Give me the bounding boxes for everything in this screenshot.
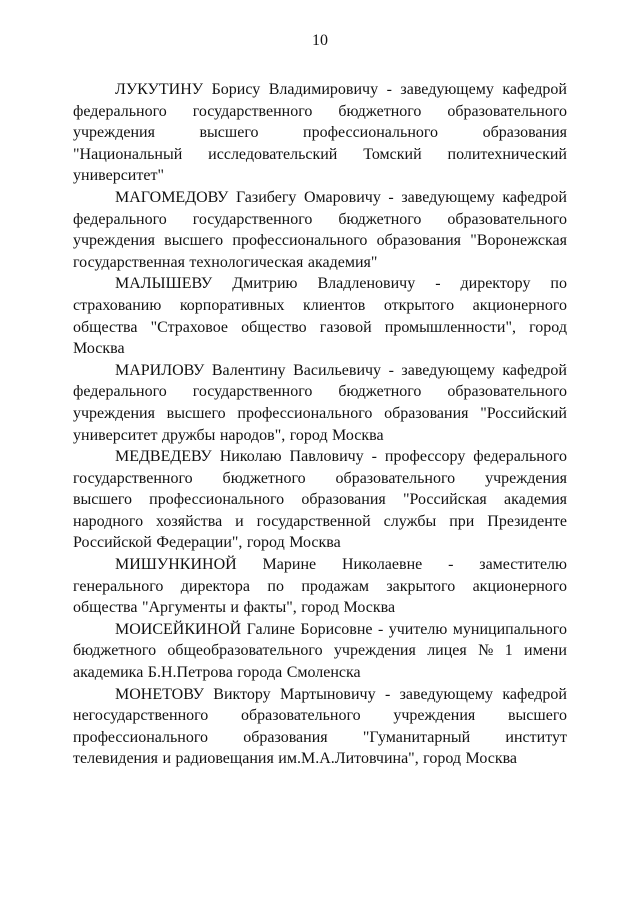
word: общества — [73, 318, 138, 336]
word: "Национальный — [73, 145, 183, 163]
text-line — [73, 511, 567, 533]
word: образовательного — [335, 469, 456, 487]
word: при — [449, 512, 475, 530]
text-line — [73, 705, 567, 727]
text-line — [73, 489, 567, 511]
word: акционерного — [472, 296, 567, 314]
word: профессионального — [303, 124, 439, 142]
word: высшего — [73, 491, 132, 509]
word: "Российский — [480, 404, 567, 422]
word: "Воронежская — [470, 232, 567, 250]
text-line — [73, 403, 567, 425]
word: бюджетного — [222, 469, 306, 487]
word: 1 — [504, 642, 513, 660]
word: продажам — [301, 577, 369, 595]
word: телевидения — [73, 750, 159, 768]
word: учреждения — [485, 469, 567, 487]
word: Павловичу — [289, 448, 364, 466]
recipient-entry — [73, 446, 567, 554]
text-line — [73, 338, 567, 360]
text-line — [73, 597, 567, 619]
word: бюджетного — [338, 102, 422, 120]
word: и — [230, 599, 239, 617]
word: Мартыновичу — [280, 685, 376, 703]
word: образовательного — [447, 383, 567, 401]
word: промышленности", — [384, 318, 517, 336]
word: директора — [180, 577, 250, 595]
text-line — [73, 165, 567, 187]
word: "Страховое — [150, 318, 229, 336]
text-line — [73, 209, 567, 231]
text-line — [73, 425, 567, 447]
word: университет — [73, 426, 158, 444]
word: Марине — [262, 556, 317, 574]
word: кафедрой — [502, 188, 567, 206]
word: хозяйства — [156, 512, 223, 530]
word: академика — [73, 664, 144, 682]
text-line — [73, 662, 567, 684]
word: город — [423, 750, 462, 768]
word: государственного — [192, 102, 313, 120]
word: федерального — [73, 383, 167, 401]
word: Федерации", — [156, 534, 243, 552]
word: Москва — [73, 340, 125, 358]
word: Москва — [332, 426, 384, 444]
word: высшего — [199, 124, 259, 142]
award-recipient-list — [73, 79, 567, 770]
word: федерального — [73, 210, 167, 228]
word: корпоративных — [179, 296, 285, 314]
word: образовательного — [447, 102, 567, 120]
word: бюджетного — [338, 210, 422, 228]
text-line — [73, 101, 567, 123]
word: Борисовне — [300, 620, 373, 638]
word: исследовательский — [208, 145, 338, 163]
word: ЛУКУТИНУ — [115, 81, 204, 98]
word: - — [386, 81, 392, 98]
word: общество — [241, 318, 307, 336]
word: профессору — [384, 448, 466, 466]
word: образования — [301, 491, 386, 509]
word: Москва — [343, 599, 396, 617]
word: страхованию — [73, 296, 162, 314]
text-line — [73, 532, 567, 554]
text-line — [115, 79, 567, 101]
text-line — [73, 640, 567, 662]
word: образовательного — [241, 707, 361, 725]
word: Николаю — [219, 448, 282, 466]
word: образования — [482, 124, 567, 142]
word: - — [448, 556, 454, 574]
word: город — [529, 318, 567, 336]
word: акционерного — [472, 577, 567, 595]
word: заведующему — [399, 685, 494, 703]
word: народного — [73, 512, 144, 530]
text-line — [115, 446, 567, 468]
text-line — [73, 230, 567, 252]
text-line — [73, 576, 567, 598]
word: федерального — [473, 448, 567, 466]
word: высшего — [164, 232, 224, 250]
word: заведующему — [401, 361, 495, 379]
word: Смоленска — [286, 664, 361, 682]
word: - — [388, 188, 394, 206]
word: политехнический — [447, 145, 567, 163]
word: города — [237, 664, 283, 682]
recipient-entry — [73, 79, 567, 187]
word: Васильевичу — [293, 361, 382, 379]
word: - — [371, 448, 377, 466]
word: - — [377, 620, 384, 638]
word: кафедрой — [502, 685, 567, 703]
text-line — [73, 727, 567, 749]
word: профессионального — [149, 491, 285, 509]
word: заместителю — [479, 556, 567, 574]
word: заведующему — [400, 81, 494, 98]
recipient-entry — [73, 273, 567, 359]
word: клиентов — [302, 296, 366, 314]
word: учреждения — [73, 124, 155, 142]
word: МАГОМЕДОВУ — [115, 188, 229, 206]
word: государственного — [73, 469, 193, 487]
text-line — [73, 381, 567, 403]
text-line — [73, 468, 567, 490]
word: город — [301, 599, 340, 617]
word: и — [162, 750, 172, 768]
word: генерального — [73, 577, 164, 595]
word: государственная — [73, 253, 185, 271]
word: Москва — [289, 534, 341, 552]
word: Б.Н.Петрова — [147, 664, 233, 682]
word: академия" — [307, 253, 378, 271]
word: учреждения — [393, 707, 476, 725]
word: город — [246, 534, 285, 552]
word: негосударственного — [73, 707, 209, 725]
word: Виктору — [213, 685, 271, 703]
word: МЕДВЕДЕВУ — [115, 448, 212, 466]
text-line — [73, 317, 567, 339]
word: институт — [505, 728, 567, 746]
word: имени — [524, 642, 567, 660]
text-line — [115, 554, 567, 576]
word: федерального — [73, 102, 167, 120]
word: МАРИЛОВУ — [115, 361, 205, 379]
word: профессионального — [73, 728, 209, 746]
word: государственной — [256, 512, 371, 530]
word: "Аргументы — [141, 599, 226, 617]
word: заведующему — [401, 188, 495, 206]
word: Томский — [363, 145, 422, 163]
word: Владимировичу — [268, 81, 379, 98]
word: учителю — [388, 620, 448, 638]
word: Российской — [73, 534, 152, 552]
recipient-entry — [73, 554, 567, 619]
word: Борису — [211, 81, 261, 98]
word: академия — [503, 491, 567, 509]
word: директору — [460, 275, 531, 293]
word: по — [550, 275, 567, 293]
word: Президенте — [487, 512, 567, 530]
word: - — [388, 361, 394, 379]
word: учреждения — [73, 232, 155, 250]
word: по — [267, 577, 284, 595]
word: МИШУНКИНОЙ — [115, 556, 237, 574]
word: Валентину — [211, 361, 286, 379]
word: кафедрой — [502, 81, 567, 98]
recipient-entry — [73, 360, 567, 446]
word: кафедрой — [502, 361, 567, 379]
word: образовательного — [447, 210, 567, 228]
word: высшего — [508, 707, 567, 725]
word: Газибегу — [235, 188, 297, 206]
text-line — [115, 684, 567, 706]
word: бюджетного — [338, 383, 422, 401]
word: "Российская — [402, 491, 487, 509]
word: муниципального — [452, 620, 567, 638]
word: общеобразовательного — [167, 642, 323, 660]
word: им.М.А.Литовчина", — [278, 750, 419, 768]
word: радиовещания — [175, 750, 274, 768]
word: профессионального — [237, 404, 373, 422]
text-line — [73, 252, 567, 274]
word: Омаровичу — [303, 188, 381, 206]
word: учреждения — [333, 642, 416, 660]
word: высшего — [166, 404, 226, 422]
word: образования — [376, 232, 462, 250]
text-line — [73, 144, 567, 166]
word: и — [235, 512, 244, 530]
text-line — [73, 748, 567, 770]
word: закрытого — [386, 577, 456, 595]
word: открытого — [383, 296, 455, 314]
word: - — [384, 685, 391, 703]
word: № — [478, 642, 494, 660]
word: образования — [243, 728, 328, 746]
word: МОИСЕЙКИНОЙ — [115, 620, 242, 638]
word: "Гуманитарный — [362, 728, 471, 746]
word: МОНЕТОВУ — [115, 685, 204, 703]
word: газовой — [319, 318, 372, 336]
word: народов", — [219, 426, 286, 444]
text-line — [73, 295, 567, 317]
word: общества — [73, 599, 138, 617]
text-line — [115, 273, 567, 295]
word: университет" — [73, 167, 164, 185]
word: бюджетного — [73, 642, 157, 660]
word: Дмитрию — [232, 275, 298, 293]
recipient-entry — [73, 619, 567, 684]
word: - — [435, 275, 441, 293]
word: технологическая — [189, 253, 304, 271]
word: МАЛЫШЕВУ — [115, 275, 213, 293]
text-line — [115, 360, 567, 382]
word: лицея — [427, 642, 467, 660]
word: службы — [383, 512, 437, 530]
word: государственного — [192, 383, 313, 401]
word: дружбы — [161, 426, 216, 444]
text-line — [115, 619, 567, 641]
word: город — [289, 426, 328, 444]
text-line — [73, 122, 567, 144]
word: государственного — [192, 210, 313, 228]
page-number: 10 — [312, 32, 328, 49]
word: Москва — [465, 750, 518, 768]
word: образования — [384, 404, 469, 422]
word: учреждения — [73, 404, 155, 422]
recipient-entry — [73, 187, 567, 273]
word: Владленовичу — [317, 275, 416, 293]
recipient-entry — [73, 684, 567, 770]
word: Галине — [246, 620, 295, 638]
word: Николаевне — [341, 556, 423, 574]
word: профессионального — [232, 232, 368, 250]
text-line — [115, 187, 567, 209]
word: факты", — [243, 599, 297, 617]
